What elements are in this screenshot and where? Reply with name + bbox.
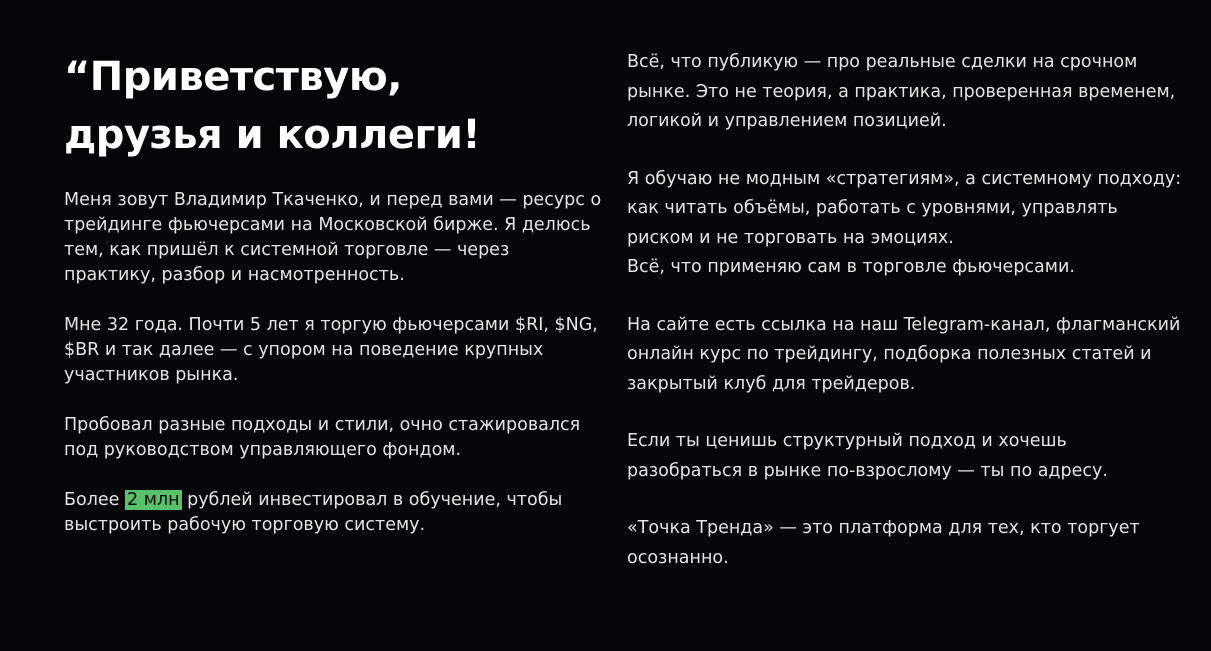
approaches-paragraph: Пробовал разные подходы и стили, очно стажировался под руководством управляющего фондом. (64, 415, 581, 460)
investment-paragraph (64, 488, 604, 538)
page-title (64, 48, 604, 164)
highlight-badge: 2 млн (127, 490, 180, 510)
right-column (627, 48, 1187, 573)
teaching-paragraph (627, 165, 1187, 283)
teaching-text-2: Всё, что применяю сам в торговле фьючерсами. (627, 257, 1075, 277)
structured-approach-paragraph: Если ты ценишь структурный подход и хочешь разобраться в рынке по-взрослому — ты по адресу. (627, 431, 1108, 481)
investment-text-before: Более (64, 490, 125, 510)
platform-paragraph: «Точка Тренда» — это платформа для тех, кто торгует осознанно. (627, 518, 1140, 568)
investment-text-after: рублей инвестировал в обучение, чтобы выстроить рабочую торговую систему. (64, 490, 563, 535)
site-resources-paragraph: На сайте есть ссылка на наш Telegram-канал, флагманский онлайн курс по трейдингу, подборка полезных статей и закрытый клуб для трейдеров. (627, 314, 1181, 394)
teaching-text: Я обучаю не модным «стратегиям», а системному подходу: как читать объёмы, работать с уровнями, управлять риском и не торговать на эмоциях. (627, 168, 1182, 248)
page-title-line-2: друзья и коллеги! (64, 112, 481, 158)
left-column (64, 48, 604, 538)
age-experience-paragraph: Мне 32 года. Почти 5 лет я торгую фьючерсами $RI, $NG, $BR и так далее — с упором на поведение крупных участников рынка. (64, 315, 598, 385)
publications-paragraph: Всё, что публикую — про реальные сделки на срочном рынке. Это не теория, а практика, проверенная временем, логикой и управлением позицией. (627, 52, 1176, 131)
page-title-line-1: “Приветствую, (64, 54, 402, 100)
intro-paragraph: Меня зовут Владимир Ткаченко, и перед вами — ресурс о трейдинге фьючерсами на Московской бирже. Я делюсь тем, как пришёл к системной торговле — через практику, разбор и насмотренность. (64, 190, 602, 285)
